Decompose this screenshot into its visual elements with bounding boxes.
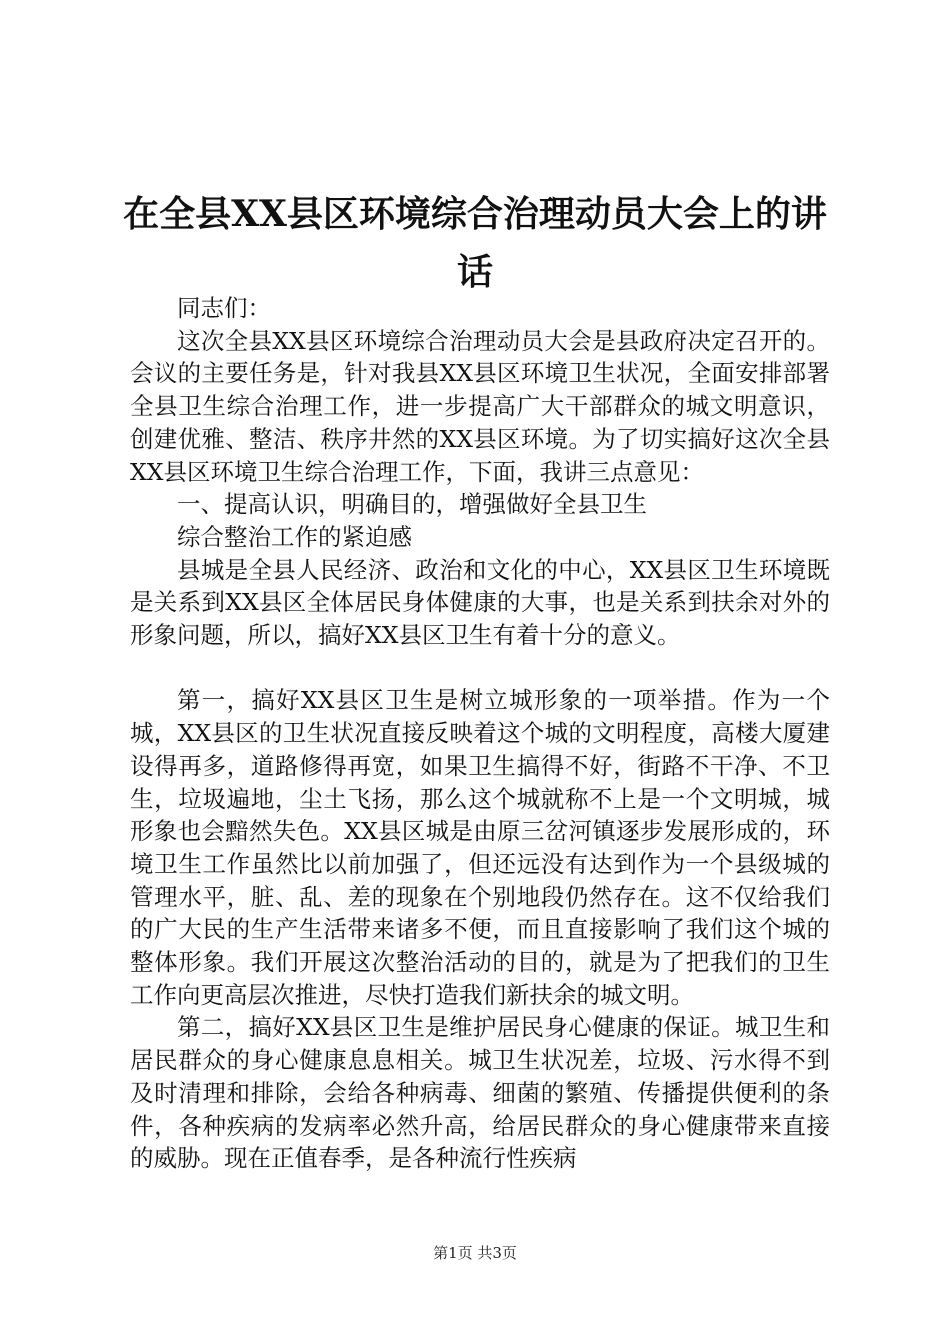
salutation: 同志们： [177, 294, 271, 322]
title-line-1: 在全县XX县区环境综合治理动员大会上的讲 [123, 193, 827, 235]
section-heading-line-1: 一、提高认识，明确目的，增强做好全县卫生 [177, 490, 647, 519]
section-heading-line-2: 综合整治工作的紧迫感 [177, 522, 412, 551]
title-line-2: 话 [456, 251, 493, 293]
paragraph-first-point: 第一，搞好XX县区卫生是树立城形象的一项举措。作为一个城，XX县区的卫生状况直接反映着这个城的文明程度，高楼大厦建设得再多，道路修得再宽，如果卫生搞得不好，街路不干净、不卫生，垃圾遍地，尘土飞扬，那么这个城就称不上是一个文明城，城形象也会黯然失色。XX县区城是由原三岔河镇逐步发展形成的，环境卫生工作虽然比以前加强了，但还远没有达到作为一个县级城的管理水平，脏、乱、差的现象在个别地段仍然存在。这不仅给我们的广大民的生产生活带来诸多不便，而且直接影响了我们这个城的整体形象。我们开展这次整治活动的目的，就是为了把我们的卫生工作向更高层次推进，尽快打造我们新扶余的城文明。 [130, 686, 830, 1009]
page-number-footer: 第1页 共3页 [433, 1244, 517, 1262]
paragraph-county-town: 县城是全县人民经济、政治和文化的中心，XX县区卫生环境既是关系到XX县区全体居民身体健康的大事，也是关系到扶余对外的形象问题，所以，搞好XX县区卫生有着十分的意义。 [130, 555, 830, 650]
document-body [130, 292, 830, 1175]
paragraph-second-point: 第二，搞好XX县区卫生是维护居民身心健康的保证。城卫生和居民群众的身心健康息息相关。城卫生状况差，垃圾、污水得不到及时清理和排除，会给各种病毒、细菌的繁殖、传播提供便利的条件，各种疾病的发病率必然升高，给居民群众的身心健康带来直接的威胁。现在正值春季，是各种流行性疾病 [130, 1013, 830, 1173]
intro-paragraph: 这次全县XX县区环境综合治理动员大会是县政府决定召开的。会议的主要任务是，针对我县XX县区环境卫生状况，全面安排部署全县卫生综合治理工作，进一步提高广大干部群众的城文明意识，创建优雅、整洁、秩序井然的XX县区环境。为了切实搞好这次全县XX县区环境卫生综合治理工作，下面，我讲三点意见： [130, 326, 830, 486]
document-title [120, 185, 830, 301]
